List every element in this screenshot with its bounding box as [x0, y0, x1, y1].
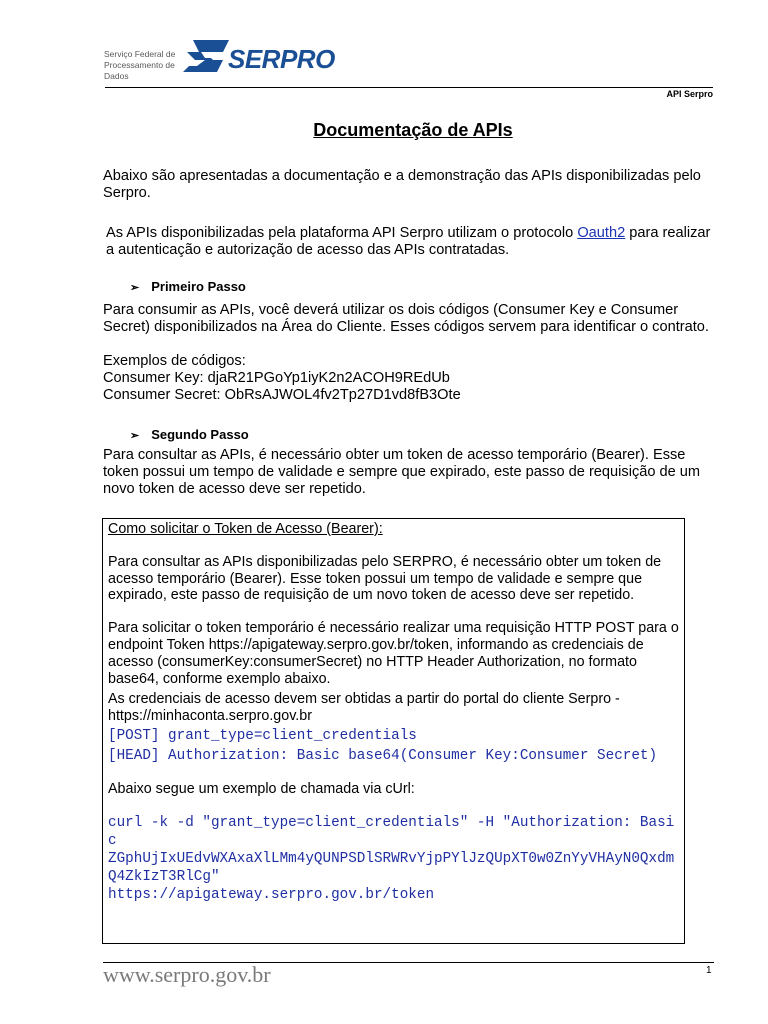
curl-line-2: ZGphUjIxUEdvWXAxaXlLMm4yQUNPSDlSRWRvYjpPYlJzQUpXT0w0ZnYyVHAyN0QxdmQ4ZkIzT3RlCg"	[108, 850, 675, 885]
page-number: 1	[706, 965, 712, 976]
logo-wordmark: SERPRO	[228, 44, 335, 74]
code-head: [HEAD] Authorization: Basic base64(Consumer Key:Consumer Secret)	[108, 747, 658, 764]
curl-line-3: https://apigateway.serpro.gov.br/token	[108, 886, 435, 903]
code-post: [POST] grant_type=client_credentials	[108, 727, 417, 744]
step2-heading	[130, 427, 249, 442]
box-paragraph-4: Abaixo segue um exemplo de chamada via cUrl:	[108, 780, 415, 797]
header-divider	[105, 87, 713, 88]
oauth-text-after: para realizar a autenticação e autorização de acesso das APIs contratadas.	[106, 225, 711, 258]
oauth-paragraph	[106, 225, 716, 259]
step1-paragraph: Para consumir as APIs, você deverá utilizar os dois códigos (Consumer Key e Consumer Secret) disponibilizados na Área do Cliente. Esses códigos servem para identificar o contrato.	[103, 302, 709, 335]
curl-example	[108, 814, 680, 904]
oauth2-link[interactable]: Oauth2	[577, 225, 626, 241]
page-title: Documentação de APIs	[313, 120, 513, 140]
header-tag: API Serpro	[666, 89, 713, 99]
consumer-key-example: Consumer Key: djaR21PGoYp1iyK2n2ACOH9REdUb	[103, 370, 450, 386]
curl-line-1: curl -k -d "grant_type=client_credentials" -H "Authorization: Basic	[108, 814, 675, 849]
step1-examples	[103, 353, 713, 404]
examples-label: Exemplos de códigos:	[103, 353, 246, 369]
intro-paragraph: Abaixo são apresentadas a documentação e a demonstração das APIs disponibilizadas pelo Serpro.	[103, 168, 701, 201]
org-name-line1: Serviço Federal de	[104, 49, 176, 59]
org-name	[104, 49, 182, 82]
arrow-bullet-icon: ➢	[130, 430, 140, 442]
oauth-text-before: As APIs disponibilizadas pela plataforma API Serpro utilizam o protocolo	[106, 225, 578, 241]
serpro-logo-icon	[183, 38, 229, 74]
box-paragraph-3: As credenciais de acesso devem ser obtidas a partir do portal do cliente Serpro - https://minhaconta.serpro.gov.br	[108, 691, 620, 725]
consumer-secret-example: Consumer Secret: ObRsAJWOL4fv2Tp27D1vd8fB3Ote	[103, 387, 461, 403]
step2-paragraph: Para consultar as APIs, é necessário obter um token de acesso temporário (Bearer). Esse token possui um tempo de validade e sempre que expirado, este passo de requisição de um novo token de acesso deve ser repetido.	[103, 447, 701, 497]
org-name-line2: Processamento de Dados	[104, 60, 175, 81]
footer-url: www.serpro.gov.br	[103, 962, 271, 987]
step1-heading	[130, 279, 246, 294]
step1-title: Primeiro Passo	[151, 279, 246, 294]
box-heading: Como solicitar o Token de Acesso (Bearer):	[108, 521, 383, 537]
token-instructions-box	[102, 518, 685, 944]
step2-title: Segundo Passo	[151, 427, 249, 442]
box-paragraph-1: Para consultar as APIs disponibilizadas pelo SERPRO, é necessário obter um token de acesso temporário (Bearer). Esse token possui um tempo de validade e sempre que expirado, este passo de requisição de um novo token de acesso deve ser repetido.	[108, 553, 662, 604]
arrow-bullet-icon: ➢	[130, 282, 140, 294]
box-paragraph-2: Para solicitar o token temporário é necessário realizar uma requisição HTTP POST para o endpoint Token https://apigateway.serpro.gov.br/token, informando as credenciais de acesso (consumerKey:consumerSecret) no HTTP Header Authorization, no formato base64, conforme exemplo abaixo.	[108, 620, 679, 687]
